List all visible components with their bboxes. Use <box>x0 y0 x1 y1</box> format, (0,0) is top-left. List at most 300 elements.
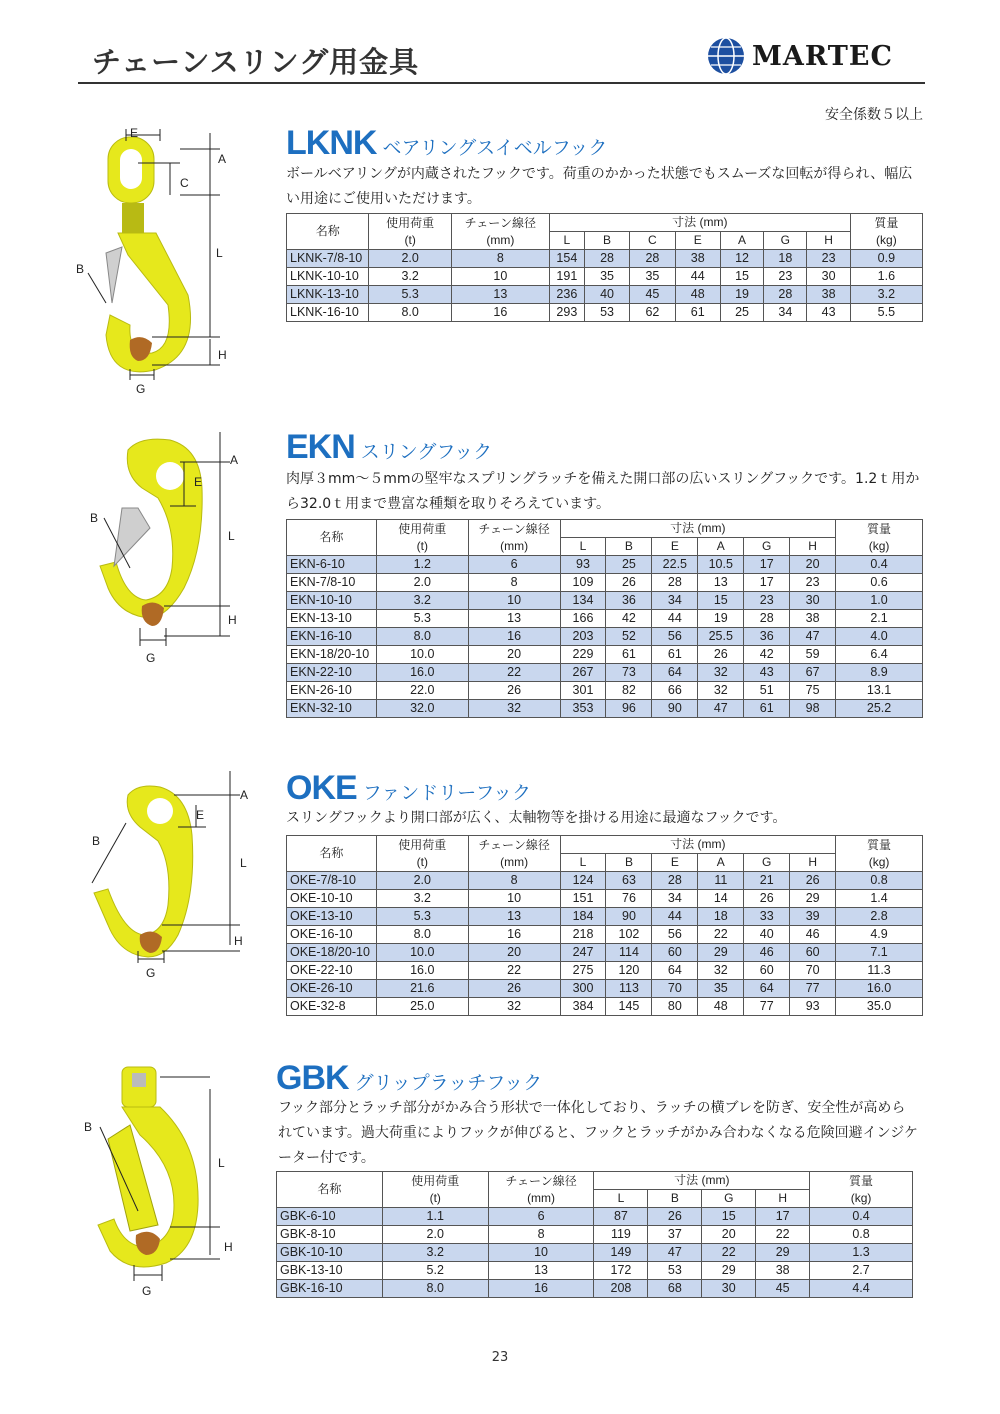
product-name-cell: EKN-26-10 <box>287 682 377 700</box>
table-cell: 77 <box>790 980 836 998</box>
table-cell: 36 <box>606 592 652 610</box>
table-row <box>287 664 923 682</box>
table-cell: 3.2 <box>369 268 451 286</box>
product-description: スリングフックより開口部が広く、太軸物等を掛ける用途に最適なフックです。 <box>286 810 787 826</box>
table-cell: 29 <box>698 944 744 962</box>
product-subtitle: スリングフック <box>360 441 493 463</box>
table-cell: 56 <box>652 926 698 944</box>
product-description: ボールベアリングが内蔵されたフックです。荷重のかかった状態でもスムーズな回転が得られ、幅広い用途にご使用いただけます。 <box>286 166 913 207</box>
dimension-label: E <box>130 126 139 140</box>
table-cell: 70 <box>790 962 836 980</box>
col-header-chain: チェーン線径 (mm) <box>468 836 560 872</box>
table-row <box>287 574 923 592</box>
dimension-label: A <box>218 152 227 166</box>
col-header-dim: H <box>756 1190 810 1208</box>
table-cell: 6.4 <box>836 646 923 664</box>
table-cell: 60 <box>790 944 836 962</box>
table-cell: 42 <box>606 610 652 628</box>
product-name-cell: OKE-22-10 <box>287 962 377 980</box>
table-cell: 229 <box>560 646 606 664</box>
table-cell: 52 <box>606 628 652 646</box>
col-header-dim: H <box>790 854 836 872</box>
col-header-chain: チェーン線径 (mm) <box>488 1172 594 1208</box>
table-cell: 10 <box>468 890 560 908</box>
dimension-label: G <box>146 966 156 980</box>
table-cell: 29 <box>790 890 836 908</box>
table-cell: 17 <box>744 574 790 592</box>
col-header-name: 名称 <box>287 836 377 872</box>
table-cell: 7.1 <box>836 944 923 962</box>
table-cell: 28 <box>744 610 790 628</box>
spec-table-gbk <box>276 1171 913 1298</box>
table-cell: 28 <box>652 872 698 890</box>
table-cell: 5.5 <box>850 304 922 322</box>
table-cell: 47 <box>790 628 836 646</box>
table-cell: 32 <box>698 962 744 980</box>
table-cell: 13 <box>451 286 549 304</box>
product-code: LKNK <box>286 124 377 162</box>
table-cell: 48 <box>698 998 744 1016</box>
page-number: 23 <box>491 1350 509 1365</box>
table-cell: 20 <box>702 1226 756 1244</box>
table-cell: 124 <box>560 872 606 890</box>
table-cell: 11.3 <box>836 962 923 980</box>
table-cell: 353 <box>560 700 606 718</box>
table-cell: 32 <box>468 700 560 718</box>
product-name-cell: EKN-32-10 <box>287 700 377 718</box>
table-cell: 203 <box>560 628 606 646</box>
table-cell: 23 <box>790 574 836 592</box>
table-cell: 16.0 <box>376 664 468 682</box>
table-cell: 47 <box>698 700 744 718</box>
table-cell: 21 <box>744 872 790 890</box>
col-header-dim: L <box>560 538 606 556</box>
table-cell: 20 <box>468 646 560 664</box>
col-header-dim: A <box>698 538 744 556</box>
product-name-cell: OKE-26-10 <box>287 980 377 998</box>
table-cell: 1.0 <box>836 592 923 610</box>
hook-illustration <box>100 439 202 626</box>
table-cell: 149 <box>594 1244 648 1262</box>
col-header-dim: H <box>807 232 850 250</box>
col-header-load: 使用荷重 (t) <box>376 520 468 556</box>
table-cell: 51 <box>744 682 790 700</box>
product-name-cell: GBK-13-10 <box>277 1262 383 1280</box>
table-cell: 154 <box>549 250 584 268</box>
table-cell: 0.6 <box>836 574 923 592</box>
table-cell: 34 <box>764 304 807 322</box>
table-cell: 46 <box>790 926 836 944</box>
table-row <box>287 962 923 980</box>
table-row <box>287 592 923 610</box>
table-cell: 59 <box>790 646 836 664</box>
table-cell: 26 <box>790 872 836 890</box>
table-row <box>287 286 923 304</box>
table-cell: 22.5 <box>652 556 698 574</box>
product-name-cell: LKNK-16-10 <box>287 304 369 322</box>
header-rule <box>78 82 925 84</box>
table-cell: 64 <box>652 962 698 980</box>
table-cell: 28 <box>652 574 698 592</box>
table-cell: 28 <box>584 250 629 268</box>
table-row <box>287 926 923 944</box>
table-cell: 1.4 <box>836 890 923 908</box>
table-cell: 66 <box>652 682 698 700</box>
table-cell: 4.0 <box>836 628 923 646</box>
col-header-chain: チェーン線径 (mm) <box>468 520 560 556</box>
table-cell: 3.2 <box>376 890 468 908</box>
section-title-oke <box>286 769 531 808</box>
table-cell: 61 <box>652 646 698 664</box>
table-cell: 113 <box>606 980 652 998</box>
dimension-label: A <box>230 453 239 467</box>
dimension-label: B <box>84 1120 93 1134</box>
table-row <box>287 682 923 700</box>
col-header-dim: E <box>652 538 698 556</box>
table-cell: 29 <box>756 1244 810 1262</box>
col-header-dims: 寸法 (mm) <box>594 1172 810 1190</box>
spec-table-oke <box>286 835 923 1016</box>
col-header-dim: L <box>594 1190 648 1208</box>
product-name-cell: OKE-32-8 <box>287 998 377 1016</box>
table-cell: 2.0 <box>382 1226 488 1244</box>
table-cell: 26 <box>648 1208 702 1226</box>
table-cell: 134 <box>560 592 606 610</box>
hook-illustration <box>94 786 193 957</box>
table-cell: 0.8 <box>810 1226 913 1244</box>
table-cell: 25.5 <box>698 628 744 646</box>
table-cell: 293 <box>549 304 584 322</box>
oke-hook-diagram <box>78 765 253 985</box>
table-cell: 67 <box>790 664 836 682</box>
product-name-cell: EKN-22-10 <box>287 664 377 682</box>
table-cell: 45 <box>756 1280 810 1298</box>
dimension-label: G <box>136 382 146 396</box>
table-cell: 38 <box>756 1262 810 1280</box>
table-cell: 5.3 <box>369 286 451 304</box>
table-cell: 0.8 <box>836 872 923 890</box>
table-row <box>287 980 923 998</box>
table-cell: 2.1 <box>836 610 923 628</box>
table-cell: 44 <box>652 610 698 628</box>
table-cell: 80 <box>652 998 698 1016</box>
hook-illustration <box>98 1067 198 1267</box>
table-cell: 64 <box>652 664 698 682</box>
table-cell: 73 <box>606 664 652 682</box>
table-row <box>277 1280 913 1298</box>
table-cell: 19 <box>720 286 763 304</box>
table-cell: 2.8 <box>836 908 923 926</box>
table-cell: 267 <box>560 664 606 682</box>
table-cell: 184 <box>560 908 606 926</box>
table-cell: 26 <box>606 574 652 592</box>
table-cell: 43 <box>807 304 850 322</box>
table-cell: 35 <box>584 268 629 286</box>
col-header-dim: B <box>606 538 652 556</box>
table-row <box>287 556 923 574</box>
product-name-cell: LKNK-7/8-10 <box>287 250 369 268</box>
table-cell: 18 <box>698 908 744 926</box>
table-cell: 3.2 <box>850 286 922 304</box>
table-cell: 30 <box>790 592 836 610</box>
table-cell: 15 <box>702 1208 756 1226</box>
table-cell: 14 <box>698 890 744 908</box>
col-header-mass: 質量 (kg) <box>836 520 923 556</box>
col-header-dim: H <box>790 538 836 556</box>
table-cell: 32 <box>698 664 744 682</box>
table-cell: 8.0 <box>382 1280 488 1298</box>
table-cell: 26 <box>468 682 560 700</box>
dimension-label: H <box>218 348 227 362</box>
table-cell: 13 <box>698 574 744 592</box>
col-header-load: 使用荷重 (t) <box>369 214 451 250</box>
product-code: EKN <box>286 428 355 466</box>
table-cell: 53 <box>584 304 629 322</box>
product-name-cell: EKN-7/8-10 <box>287 574 377 592</box>
product-name-cell: EKN-10-10 <box>287 592 377 610</box>
globe-logo-icon <box>706 36 746 76</box>
table-cell: 247 <box>560 944 606 962</box>
table-cell: 6 <box>468 556 560 574</box>
table-cell: 44 <box>652 908 698 926</box>
product-name-cell: EKN-13-10 <box>287 610 377 628</box>
table-cell: 38 <box>675 250 720 268</box>
col-header-mass: 質量 (kg) <box>810 1172 913 1208</box>
table-cell: 38 <box>790 610 836 628</box>
table-cell: 26 <box>468 980 560 998</box>
table-cell: 119 <box>594 1226 648 1244</box>
col-header-dim: L <box>549 232 584 250</box>
table-cell: 236 <box>549 286 584 304</box>
table-cell: 39 <box>790 908 836 926</box>
product-code: OKE <box>286 769 357 807</box>
table-cell: 151 <box>560 890 606 908</box>
table-cell: 61 <box>606 646 652 664</box>
table-cell: 26 <box>744 890 790 908</box>
ekn-hook-diagram <box>80 428 250 673</box>
table-cell: 15 <box>720 268 763 286</box>
table-cell: 60 <box>652 944 698 962</box>
col-header-name: 名称 <box>287 520 377 556</box>
col-header-dim: A <box>698 854 744 872</box>
table-cell: 35 <box>630 268 675 286</box>
table-cell: 4.9 <box>836 926 923 944</box>
table-cell: 1.1 <box>382 1208 488 1226</box>
product-name-cell: OKE-7/8-10 <box>287 872 377 890</box>
table-cell: 191 <box>549 268 584 286</box>
table-cell: 61 <box>675 304 720 322</box>
table-cell: 16 <box>468 628 560 646</box>
table-row <box>287 646 923 664</box>
table-row <box>287 304 923 322</box>
table-cell: 32 <box>468 998 560 1016</box>
table-cell: 90 <box>652 700 698 718</box>
table-cell: 8 <box>451 250 549 268</box>
table-cell: 46 <box>744 944 790 962</box>
dimension-label: G <box>146 651 156 665</box>
col-header-dims: 寸法 (mm) <box>560 520 836 538</box>
product-name-cell: GBK-10-10 <box>277 1244 383 1262</box>
table-cell: 45 <box>630 286 675 304</box>
table-cell: 0.4 <box>810 1208 913 1226</box>
table-cell: 16 <box>468 926 560 944</box>
table-cell: 43 <box>744 664 790 682</box>
table-cell: 16.0 <box>836 980 923 998</box>
product-name-cell: GBK-6-10 <box>277 1208 383 1226</box>
table-cell: 8 <box>468 574 560 592</box>
dimension-label: E <box>196 808 205 822</box>
table-cell: 22 <box>468 962 560 980</box>
table-cell: 3.2 <box>376 592 468 610</box>
table-cell: 47 <box>648 1244 702 1262</box>
table-cell: 96 <box>606 700 652 718</box>
table-cell: 10.0 <box>376 646 468 664</box>
table-cell: 2.0 <box>376 574 468 592</box>
col-header-load: 使用荷重 (t) <box>382 1172 488 1208</box>
table-cell: 13 <box>468 908 560 926</box>
section-title-ekn <box>286 428 492 467</box>
table-cell: 16 <box>488 1280 594 1298</box>
dimension-label: L <box>216 246 223 260</box>
table-cell: 13.1 <box>836 682 923 700</box>
table-row <box>287 250 923 268</box>
table-cell: 5.3 <box>376 610 468 628</box>
table-cell: 2.0 <box>376 872 468 890</box>
table-cell: 8 <box>468 872 560 890</box>
table-cell: 13 <box>468 610 560 628</box>
table-cell: 98 <box>790 700 836 718</box>
product-name-cell: OKE-16-10 <box>287 926 377 944</box>
table-row <box>277 1208 913 1226</box>
col-header-dim: B <box>584 232 629 250</box>
table-cell: 53 <box>648 1262 702 1280</box>
col-header-dims: 寸法 (mm) <box>549 214 850 232</box>
table-cell: 20 <box>790 556 836 574</box>
table-cell: 60 <box>744 962 790 980</box>
table-cell: 102 <box>606 926 652 944</box>
product-name-cell: GBK-8-10 <box>277 1226 383 1244</box>
dimension-label: B <box>90 511 99 525</box>
product-name-cell: GBK-16-10 <box>277 1280 383 1298</box>
table-cell: 26 <box>698 646 744 664</box>
table-cell: 8 <box>488 1226 594 1244</box>
table-cell: 218 <box>560 926 606 944</box>
product-name-cell: EKN-18/20-10 <box>287 646 377 664</box>
spec-table-lknk <box>286 213 923 322</box>
table-cell: 20 <box>468 944 560 962</box>
product-description: フック部分とラッチ部分がかみ合う形状で一体化しており、ラッチの横ブレを防ぎ、安全性が高められています。過大荷重によりフックが伸びると、フックとラッチがかみ合わなくなる危険回避インジケーター付です。 <box>278 1100 919 1166</box>
logo <box>706 36 893 76</box>
col-header-mass: 質量 (kg) <box>836 836 923 872</box>
table-cell: 145 <box>606 998 652 1016</box>
table-cell: 22 <box>468 664 560 682</box>
table-cell: 40 <box>744 926 790 944</box>
table-row <box>287 944 923 962</box>
table-cell: 38 <box>807 286 850 304</box>
table-cell: 8.0 <box>369 304 451 322</box>
table-row <box>287 610 923 628</box>
table-cell: 25.2 <box>836 700 923 718</box>
table-cell: 2.0 <box>369 250 451 268</box>
table-cell: 42 <box>744 646 790 664</box>
table-cell: 36 <box>744 628 790 646</box>
page-title: チェーンスリング用金具 <box>92 45 420 79</box>
table-row <box>287 872 923 890</box>
table-cell: 90 <box>606 908 652 926</box>
table-cell: 12 <box>720 250 763 268</box>
table-cell: 64 <box>744 980 790 998</box>
table-cell: 62 <box>630 304 675 322</box>
col-header-chain: チェーン線径 (mm) <box>451 214 549 250</box>
table-cell: 384 <box>560 998 606 1016</box>
table-cell: 16.0 <box>376 962 468 980</box>
col-header-dim: E <box>652 854 698 872</box>
col-header-name: 名称 <box>277 1172 383 1208</box>
col-header-mass: 質量 (kg) <box>850 214 922 250</box>
col-header-dim: E <box>675 232 720 250</box>
lknk-hook-diagram <box>70 125 240 400</box>
product-code: GBK <box>276 1059 349 1097</box>
dimension-label: B <box>92 834 101 848</box>
table-row <box>287 998 923 1016</box>
table-cell: 23 <box>807 250 850 268</box>
dimension-label: A <box>240 788 249 802</box>
product-name-cell: OKE-10-10 <box>287 890 377 908</box>
table-cell: 93 <box>790 998 836 1016</box>
table-cell: 8.0 <box>376 628 468 646</box>
col-header-dim: B <box>648 1190 702 1208</box>
table-cell: 15 <box>698 592 744 610</box>
table-cell: 13 <box>488 1262 594 1280</box>
table-cell: 22 <box>756 1226 810 1244</box>
table-cell: 40 <box>584 286 629 304</box>
dimension-label: C <box>180 176 189 190</box>
product-name-cell: OKE-18/20-10 <box>287 944 377 962</box>
table-cell: 93 <box>560 556 606 574</box>
table-cell: 0.4 <box>836 556 923 574</box>
table-cell: 21.6 <box>376 980 468 998</box>
product-subtitle: ベアリングスイベルフック <box>382 137 608 159</box>
table-cell: 18 <box>764 250 807 268</box>
dimension-label: L <box>218 1156 225 1170</box>
table-cell: 3.2 <box>382 1244 488 1262</box>
table-cell: 5.3 <box>376 908 468 926</box>
table-cell: 114 <box>606 944 652 962</box>
table-cell: 56 <box>652 628 698 646</box>
table-cell: 10 <box>488 1244 594 1262</box>
table-row <box>277 1226 913 1244</box>
table-cell: 1.3 <box>810 1244 913 1262</box>
table-cell: 19 <box>698 610 744 628</box>
col-header-dim: G <box>744 854 790 872</box>
table-cell: 68 <box>648 1280 702 1298</box>
col-header-dim: A <box>720 232 763 250</box>
table-cell: 6 <box>488 1208 594 1226</box>
table-cell: 23 <box>744 592 790 610</box>
table-row <box>287 908 923 926</box>
product-name-cell: LKNK-10-10 <box>287 268 369 286</box>
table-cell: 300 <box>560 980 606 998</box>
table-cell: 208 <box>594 1280 648 1298</box>
col-header-dim: C <box>630 232 675 250</box>
table-cell: 28 <box>764 286 807 304</box>
table-cell: 75 <box>790 682 836 700</box>
table-cell: 32 <box>698 682 744 700</box>
table-cell: 25 <box>606 556 652 574</box>
table-row <box>287 268 923 286</box>
table-cell: 70 <box>652 980 698 998</box>
dimension-label: G <box>142 1284 152 1298</box>
